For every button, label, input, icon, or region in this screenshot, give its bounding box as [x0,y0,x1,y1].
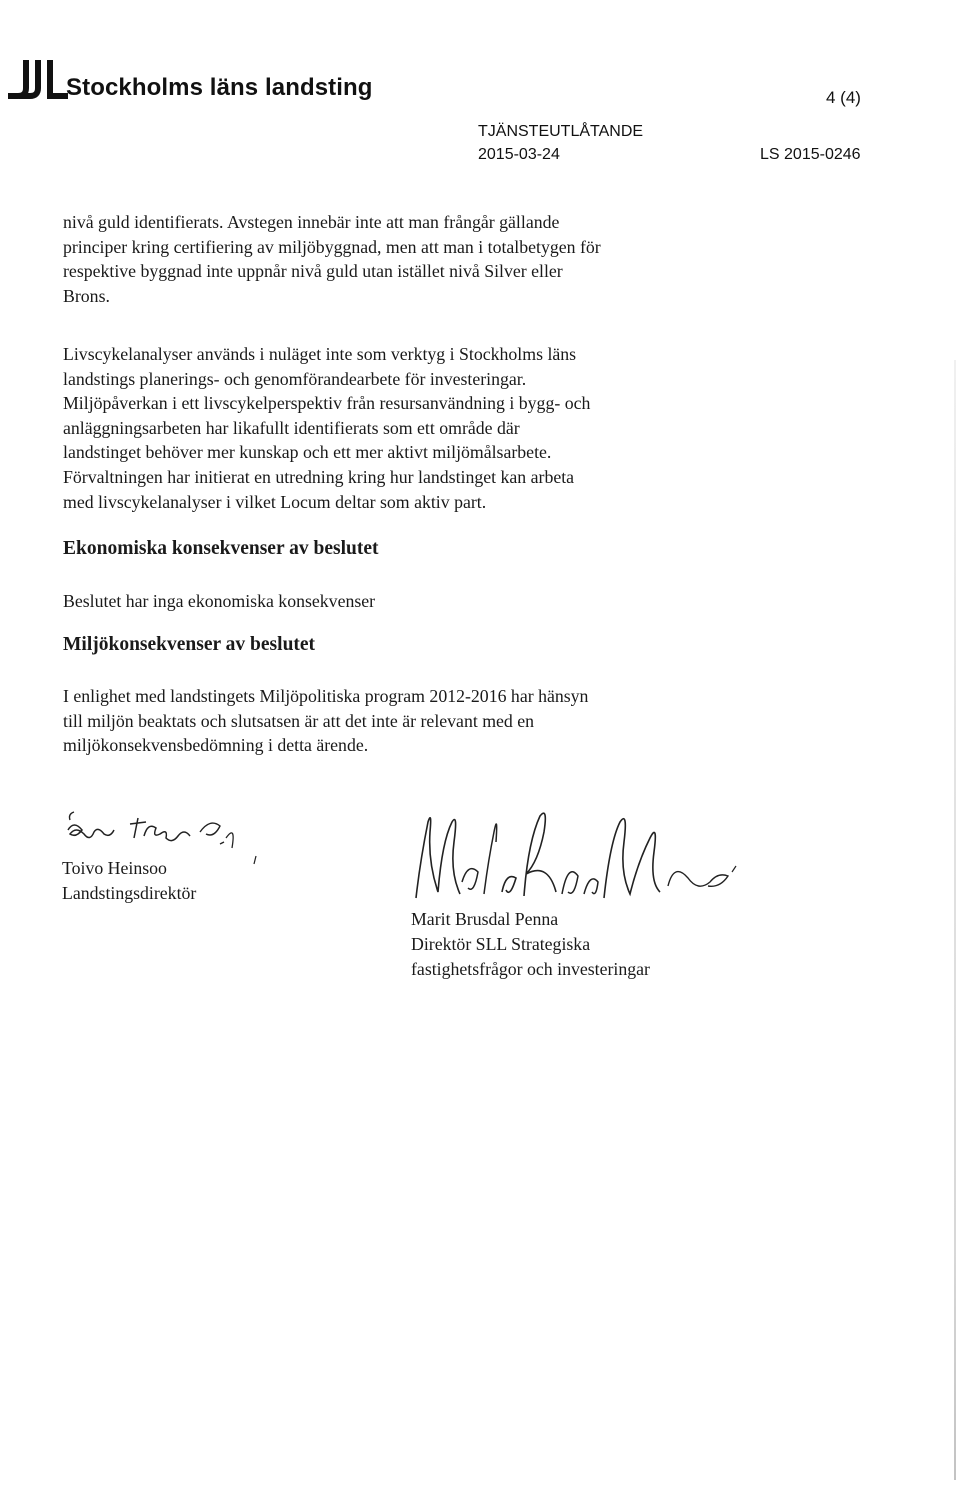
paragraph-economic [63,589,723,614]
signatory-name-right: Marit Brusdal Penna [411,909,559,929]
paragraph-environment [63,684,723,758]
text-line: Miljöpåverkan i ett livscykelperspektiv från resursanvändning i bygg- och [63,393,591,414]
text-line: med livscykelanalyser i vilket Locum deltar som aktiv part. [63,491,487,512]
text-line: miljökonsekvensbedömning i detta ärende. [63,735,369,756]
signatory-title-right-line2: fastighetsfrågor och investeringar [411,959,650,979]
document-type: TJÄNSTEUTLÅTANDE [478,123,644,140]
signature-marit-brusdal-penna [398,802,738,912]
signatory-name-left: Toivo Heinsoo [62,858,167,878]
paragraph-certification [63,210,723,308]
text-line: landstings planerings- och genomförandearbete för investeringar. [63,368,527,389]
sll-logo-icon [8,60,68,102]
text-line: Brons. [63,285,110,306]
text-line: till miljön beaktats och slutsatsen är att det inte är relevant med en [63,710,535,731]
paragraph-lifecycle [63,342,723,514]
signatory-title-left: Landstingsdirektör [62,883,197,903]
scan-edge-artifact [954,360,956,1480]
text-line: anläggningsarbeten har likafullt identifierats som ett område där [63,417,520,438]
text-line: respektive byggnad inte uppnår nivå guld utan istället nivå Silver eller [63,261,563,282]
text-line: I enlighet med landstingets Miljöpolitiska program 2012-2016 har hänsyn [63,686,589,706]
text-line: Förvaltningen har initierat en utredning kring hur landstinget kan arbeta [63,466,575,487]
heading-economic-consequences: Ekonomiska konsekvenser av beslutet [63,538,379,559]
text-line: Livscykelanalyser används i nuläget inte som verktyg i Stockholms läns [63,344,577,364]
signatory-title-right-line1: Direktör SLL Strategiska [411,934,591,954]
page-number: 4 (4) [826,88,861,107]
heading-environmental-consequences: Miljökonsekvenser av beslutet [63,634,316,655]
document-date: 2015-03-24 [478,146,560,163]
text-line: nivå guld identifierats. Avstegen innebär inte att man frångår gällande [63,212,560,232]
text-line: principer kring certifiering av miljöbyggnad, men att man i totalbetygen för [63,236,601,257]
organization-name: Stockholms läns landsting [66,74,373,101]
text-line: landstinget behöver mer kunskap och ett mer aktivt miljömålsarbete. [63,442,552,463]
document-reference: LS 2015-0246 [760,146,861,163]
text-line: Beslutet har inga ekonomiska konsekvenser [63,591,376,611]
